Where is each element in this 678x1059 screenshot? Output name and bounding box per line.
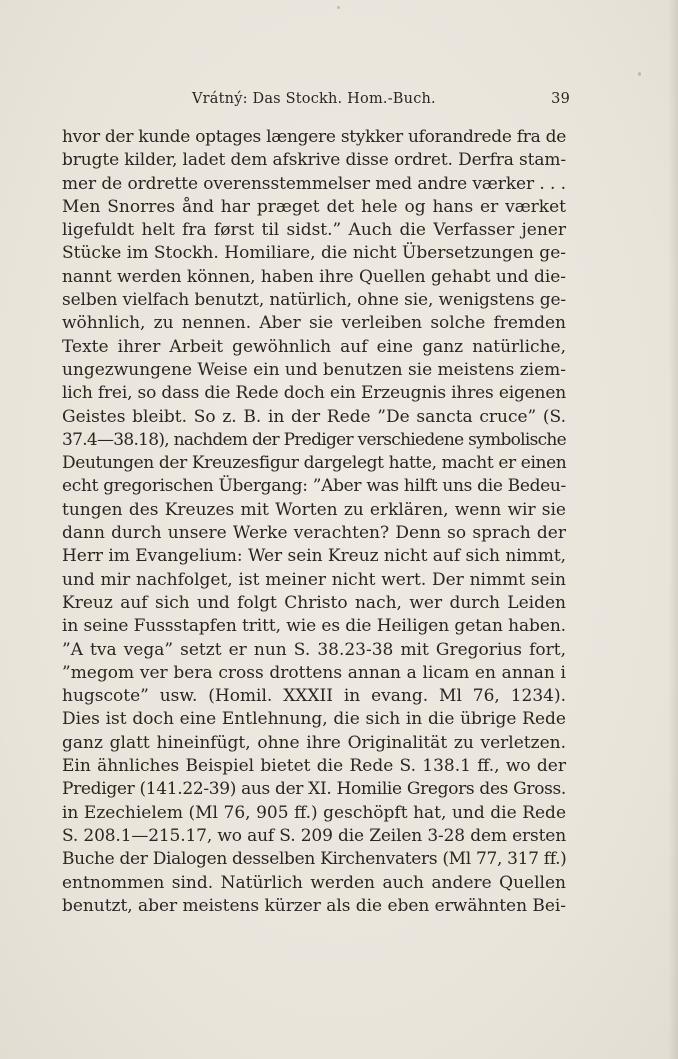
text-line: S. 208.1—215.17, wo auf S. 209 die Zeilen 3-28 dem ersten: [62, 825, 566, 846]
text-line: Prediger (141.22-39) aus der XI. Homilie Gregors des Gross.: [62, 779, 566, 800]
text-line: in seine Fussstapfen tritt, wie es die Heiligen getan haben.: [62, 616, 566, 637]
text-line: ”A tva vega” setzt er nun S. 38.23-38 mit Gregorius fort,: [62, 639, 566, 660]
text-line: ganz glatt hineinfügt, ohne ihre Originalität zu verletzen.: [62, 732, 566, 753]
text-line: entnommen sind. Natürlich werden auch andere Quellen: [62, 872, 566, 893]
text-line: wöhnlich, zu nennen. Aber sie verleiben solche fremden: [62, 313, 566, 334]
text-line: Buche der Dialogen desselben Kirchenvaters (Ml 77, 317 ff.): [62, 849, 567, 870]
text-line: Deutungen der Kreuzesfigur dargelegt hatte, macht er einen: [62, 453, 567, 474]
text-line: brugte kilder, ladet dem afskrive disse ordret. Derfra stam-: [62, 150, 566, 171]
text-line: Dies ist doch eine Entlehnung, die sich in die übrige Rede: [62, 709, 566, 730]
text-line: Kreuz auf sich und folgt Christo nach, wer durch Leiden: [62, 592, 566, 613]
paper-speck: [638, 72, 641, 76]
body-text: [62, 126, 566, 918]
running-header: [62, 91, 570, 115]
text-line: nannt werden können, haben ihre Quellen gehabt und die-: [62, 266, 566, 287]
text-line: in Ezechielem (Ml 76, 905 ff.) geschöpft hat, und die Rede: [62, 802, 566, 823]
text-line: 37.4—38.18), nachdem der Prediger verschiedene symbolische: [62, 429, 566, 450]
text-line: ligefuldt helt fra først til sidst.” Auch die Verfasser jener: [62, 220, 566, 241]
text-line: ”megom ver bera cross drottens annan a licam en annan i: [62, 662, 566, 683]
text-line: Geistes bleibt. So z. B. in der Rede ”De sancta cruce” (S.: [62, 406, 566, 427]
page-edge-shadow: [668, 0, 678, 1059]
text-line: Stücke im Stockh. Homiliare, die nicht Übersetzungen ge-: [62, 243, 566, 264]
text-line: hvor der kunde optages længere stykker uforandrede fra de: [62, 127, 566, 147]
text-line: mer de ordrette overensstemmelser med andre værker . . .: [62, 173, 566, 194]
text-line: selben vielfach benutzt, natürlich, ohne sie, wenigstens ge-: [62, 290, 566, 311]
text-line: dann durch unsere Werke verachten? Denn so sprach der: [62, 523, 566, 544]
text-line: Men Snorres ånd har præget det hele og hans er værket: [62, 196, 566, 217]
text-line: und mir nachfolget, ist meiner nicht wert. Der nimmt sein: [62, 569, 566, 590]
text-line: echt gregorischen Übergang: ”Aber was hilft uns die Bedeu-: [62, 476, 566, 497]
text-line: ungezwungene Weise ein und benutzen sie meistens ziem-: [62, 359, 566, 380]
running-title: Vrátný: Das Stockh. Hom.-Buch.: [192, 91, 436, 107]
text-line: benutzt, aber meistens kürzer als die eben erwähnten Bei-: [62, 895, 566, 916]
text-line: Herr im Evangelium: Wer sein Kreuz nicht auf sich nimmt,: [62, 546, 566, 567]
page-number: 39: [551, 91, 570, 107]
text-line: lich frei, so dass die Rede doch ein Erzeugnis ihres eigenen: [62, 383, 566, 404]
paper-speck: [337, 6, 340, 9]
text-line: Texte ihrer Arbeit gewöhnlich auf eine ganz natürliche,: [62, 336, 566, 357]
text-line: hugscote” usw. (Homil. XXXII in evang. Ml 76, 1234).: [62, 686, 566, 707]
text-line: Ein ähnliches Beispiel bietet die Rede S. 138.1 ff., wo der: [62, 756, 566, 777]
text-line: tungen des Kreuzes mit Worten zu erklären, wenn wir sie: [62, 499, 566, 520]
